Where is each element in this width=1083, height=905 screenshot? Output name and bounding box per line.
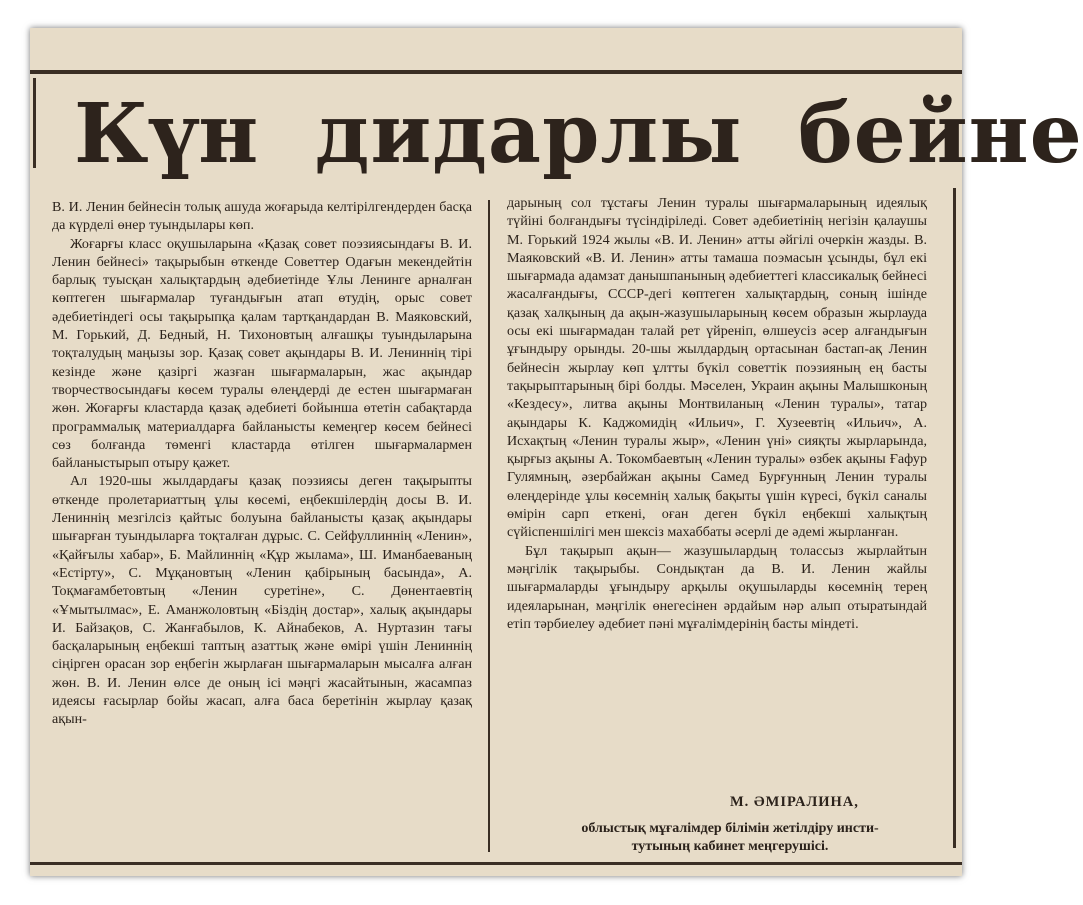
right-rule bbox=[953, 188, 956, 848]
author-affiliation bbox=[520, 820, 940, 856]
left-rule bbox=[33, 78, 36, 168]
newspaper-clipping bbox=[30, 28, 1083, 876]
paragraph: Жоғарғы класс оқушыларына «Қазақ совет поэзиясындағы В. И. Ленин бейнесі» тақырыбын өткенде Советтер Одағын мекендейтін барлық туысқан халықтардың әдебиетінде Ұлы Ленинге арналған көптеген шығармалар туғандығын атап өтудің, орыс совет әдебиетіндегі осы тақырыпқа қалам тартқандардан В. Маяковский, М. Горький, Д. Бедный, Н. Тихоновтың алғашқы туындыларына тоқталудың маңызы зор. Қазақ совет ақындары В. И. Лениннің тірі кезінде және қазіргі жазған шығармаларын, жас ақындар творчествосындағы көсем туралы өлеңдерді де естен шығармаған жөн. Жоғарғы кластарда қазақ әдебиеті бойынша өтетін сабақтарда программалық материалдарға байланысты кемеңгер көсем бейнесі сөз болғанда төменгі кластарда өтілген шығармалармен байланыстырып отыру қажет. bbox=[52, 235, 472, 472]
affiliation-line: тутының кабинет меңгерушісі. bbox=[631, 839, 829, 854]
article-left-column bbox=[52, 198, 472, 729]
author-signature: М. ӘМІРАЛИНА, bbox=[730, 794, 859, 810]
column-divider bbox=[488, 200, 490, 852]
paragraph: Бұл тақырып ақын— жазушылардың толассыз жырлайтын мәңгілік тақырыбы. Сондықтан да В. И. Ленин жайлы шығармаларды ұғындыру арқылы оқушыларды көсемнің терең идеяларынан, мәңгілік өнегесінен әрдайым нәр алып отыратындай етіп тәрбиелеу әдебиет пәні мұғалімдерінің басты міндеті. bbox=[507, 542, 927, 632]
bottom-rule bbox=[30, 862, 962, 865]
article-right-column bbox=[507, 194, 927, 633]
paragraph: Ал 1920-шы жылдардағы қазақ поэзиясы деген тақырыпты өткенде пролетариаттың ұлы көсемі, еңбекшілердің досы В. И. Лениннің мезгілсіз қайтыс болуына байланысты қазақ ақындары шығарған туындыларға тоқталған дұрыс. С. Сейфуллиннің «Ленин», «Қайғылы хабар», Б. Майлиннің «Құр жылама», Ш. Иманбаеваның «Естірту», С. Мұқановтың «Ленин қабірының басында», А. Тоқмағамбетовтың «Ленин суретіне», С. Дөнентаевтің «Ұмытылмас», Е. Аманжоловтың «Біздің достар», халық ақындары И. Байзақов, С. Жанғабылов, К. Айнабеков, А. Нуртазин тағы басқаларының еңбекші таптың азаттық және өмірі үшін Лениннің сіңірген орасан зор еңбегін жырлаған шығармаларын мысалға алған жөн. В. И. Ленин өлсе де оның ісі мәңгі жасайтынын, жасампаз идеясы ғасырлар бойы жасап, алға баса беретінін жырлау қазақ ақын- bbox=[52, 473, 472, 728]
paragraph: дарының сол тұстағы Ленин туралы шығармаларының идеялық түйіні болғандығы түсіндіріледі. Совет әдебиетінің негізін қалаушы М. Горький 1924 жылы «В. И. Ленин» атты әйгілі очеркін жазды. В. Маяковский «В. И. Ленин» атты тамаша поэмасын ұсынды, бұл екі шығармада адамзат данышпанының әдебиеттегі классикалық бейнесі жасалғандығы, СССР-дегі көптеген халықтардың, соның ішінде қазақ халқының да ақын-жазушыларының көсем образын жырлауда осы екі шығармадан талай рет үйреніп, өлшеусіз әсер алғандығын ұғындыру орынды. 20-шы жылдардың ортасынан бастап-ақ Ленин бейнесін жырлау көп ұлтты бүкіл советтік поэзияның ең басты тақырыптарының бірі болды. Мәселен, Украин ақыны Малышконың «Кездесу», литва ақыны Монтвиланың «Ленин туралы», татар ақындары К. Каджомидің «Ильич», Г. Хузеевтің «Ильич», А. Исхақтың «Ленин туралы жыр», «Ленин үні» сияқты жырларында, қырғыз ақыны А. Токомбаевтың «Ленин туралы» өзбек ақыны Ғафур Гулямның, әзербайжан ақыны Самед Бурғунның Ленин туралы өлеңдерінде ұлы көсемнің халық бақыты үшін күресі, бүкіл саналы өмірін сарп еткені, оған деген бүкіл еңбекші халықтың сүйіспеншілігі мен шексіз махаббаты әсерлі де әдемі жырланған. bbox=[507, 195, 927, 541]
affiliation-line: облыстық мұғалімдер білімін жетілдіру инсти- bbox=[581, 821, 879, 836]
paragraph: В. И. Ленин бейнесін толық ашуда жоғарыда келтірілгендерден басқа да күрделі өнер туындылары көп. bbox=[52, 199, 472, 234]
headline: Күн дидарлы бейне bbox=[74, 86, 1083, 182]
